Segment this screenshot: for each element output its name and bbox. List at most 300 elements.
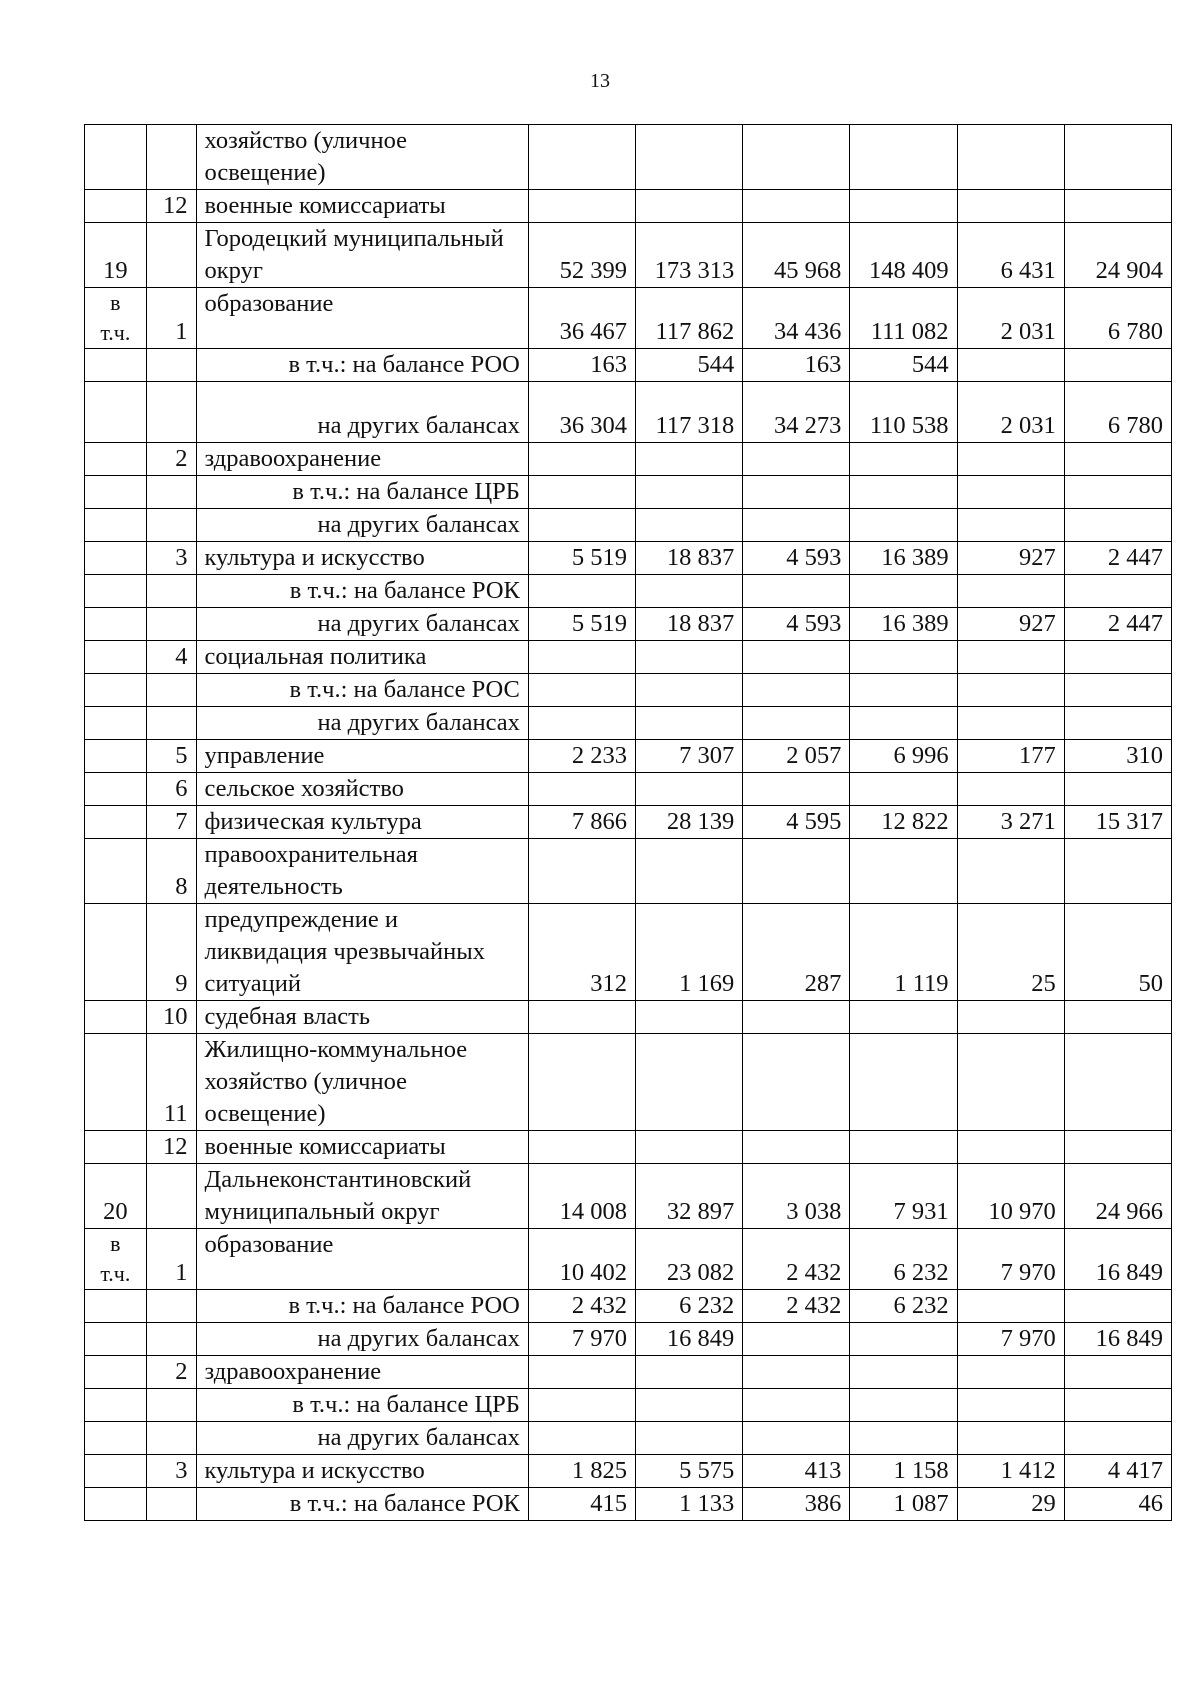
- value-cell: [743, 1131, 850, 1164]
- row-number-cell: [85, 509, 147, 542]
- value-cell: 10 402: [528, 1229, 635, 1290]
- page-number: 13: [590, 70, 610, 92]
- value-cell: [636, 1356, 743, 1389]
- value-cell: 117 318: [636, 382, 743, 443]
- value-cell: 32 897: [636, 1164, 743, 1229]
- value-cell: 25: [957, 904, 1064, 1001]
- table-row: [85, 1001, 1172, 1034]
- sub-number-cell: 1: [146, 1229, 196, 1290]
- table-row: [85, 190, 1172, 223]
- value-cell: [957, 1131, 1064, 1164]
- value-cell: [957, 1356, 1064, 1389]
- district-row: [85, 1164, 1172, 1229]
- value-cell: 2 432: [743, 1229, 850, 1290]
- value-cell: [1064, 509, 1171, 542]
- value-cell: [636, 773, 743, 806]
- value-cell: [850, 1034, 957, 1131]
- value-cell: 16 389: [850, 608, 957, 641]
- value-cell: [743, 443, 850, 476]
- value-cell: [957, 641, 1064, 674]
- value-cell: 110 538: [850, 382, 957, 443]
- value-cell: [636, 1034, 743, 1131]
- sub-number-cell: 2: [146, 1356, 196, 1389]
- value-cell: 52 399: [528, 223, 635, 288]
- value-cell: [1064, 707, 1171, 740]
- value-cell: [743, 641, 850, 674]
- balance-row: [85, 608, 1172, 641]
- row-number-cell: [85, 1001, 147, 1034]
- value-cell: 23 082: [636, 1229, 743, 1290]
- value-cell: [528, 443, 635, 476]
- balance-row: [85, 1422, 1172, 1455]
- value-cell: [850, 674, 957, 707]
- value-cell: 6 780: [1064, 288, 1171, 349]
- sub-number-cell: [146, 608, 196, 641]
- row-number-cell: [85, 349, 147, 382]
- balance-row: [85, 707, 1172, 740]
- value-cell: [528, 125, 635, 190]
- table-row: [85, 773, 1172, 806]
- value-cell: 6 232: [636, 1290, 743, 1323]
- row-number-cell: [85, 476, 147, 509]
- row-number-cell: [85, 904, 147, 1001]
- row-name-cell: Дальнеконстантиновский муниципальный округ: [196, 1164, 528, 1229]
- value-cell: [636, 443, 743, 476]
- row-name-cell: управление: [196, 740, 528, 773]
- balance-row: [85, 382, 1172, 443]
- value-cell: 312: [528, 904, 635, 1001]
- value-cell: [636, 1131, 743, 1164]
- value-cell: [636, 190, 743, 223]
- value-cell: [1064, 674, 1171, 707]
- value-cell: 1 412: [957, 1455, 1064, 1488]
- value-cell: [850, 773, 957, 806]
- value-cell: [957, 773, 1064, 806]
- value-cell: [636, 1422, 743, 1455]
- value-cell: [957, 509, 1064, 542]
- sub-number-cell: 9: [146, 904, 196, 1001]
- value-cell: [1064, 190, 1171, 223]
- value-cell: [1064, 839, 1171, 904]
- value-cell: [850, 1131, 957, 1164]
- sub-number-cell: [146, 674, 196, 707]
- value-cell: 1 158: [850, 1455, 957, 1488]
- row-name-cell: здравоохранение: [196, 1356, 528, 1389]
- value-cell: 46: [1064, 1488, 1171, 1521]
- row-number-cell: [85, 1455, 147, 1488]
- value-cell: [850, 641, 957, 674]
- sub-number-cell: 5: [146, 740, 196, 773]
- sub-number-cell: [146, 476, 196, 509]
- table-row: [85, 288, 1172, 349]
- balance-row: [85, 1290, 1172, 1323]
- row-name-cell: социальная политика: [196, 641, 528, 674]
- row-name-cell: на других балансах: [196, 1422, 528, 1455]
- value-cell: [1064, 773, 1171, 806]
- value-cell: [743, 125, 850, 190]
- sub-number-cell: [146, 223, 196, 288]
- value-cell: 6 232: [850, 1229, 957, 1290]
- value-cell: 10 970: [957, 1164, 1064, 1229]
- table-body: [85, 125, 1172, 1521]
- value-cell: [528, 190, 635, 223]
- row-name-cell: здравоохранение: [196, 443, 528, 476]
- row-number-cell: [85, 575, 147, 608]
- sub-number-cell: [146, 1323, 196, 1356]
- value-cell: 24 966: [1064, 1164, 1171, 1229]
- value-cell: [957, 1389, 1064, 1422]
- table-row: [85, 125, 1172, 190]
- row-number-cell: [85, 1488, 147, 1521]
- value-cell: 1 133: [636, 1488, 743, 1521]
- value-cell: [1064, 575, 1171, 608]
- value-cell: [743, 509, 850, 542]
- value-cell: [528, 575, 635, 608]
- value-cell: [850, 575, 957, 608]
- table-row: [85, 839, 1172, 904]
- value-cell: [957, 443, 1064, 476]
- value-cell: 163: [528, 349, 635, 382]
- value-cell: 415: [528, 1488, 635, 1521]
- row-name-cell: культура и искусство: [196, 1455, 528, 1488]
- value-cell: [957, 1290, 1064, 1323]
- row-name-cell: на других балансах: [196, 707, 528, 740]
- value-cell: [957, 575, 1064, 608]
- value-cell: [743, 1356, 850, 1389]
- sub-number-cell: 4: [146, 641, 196, 674]
- value-cell: 1 169: [636, 904, 743, 1001]
- value-cell: [1064, 349, 1171, 382]
- value-cell: 927: [957, 608, 1064, 641]
- row-name-cell: на других балансах: [196, 509, 528, 542]
- sub-number-cell: 12: [146, 190, 196, 223]
- value-cell: [1064, 1001, 1171, 1034]
- table-row: [85, 641, 1172, 674]
- value-cell: [850, 1389, 957, 1422]
- value-cell: [1064, 125, 1171, 190]
- value-cell: 386: [743, 1488, 850, 1521]
- row-name-cell: Жилищно-коммунальное хозяйство (уличное освещение): [196, 1034, 528, 1131]
- row-name-cell: в т.ч.: на балансе ЦРБ: [196, 476, 528, 509]
- value-cell: [1064, 1290, 1171, 1323]
- sub-number-cell: 6: [146, 773, 196, 806]
- value-cell: [528, 476, 635, 509]
- row-name-cell: в т.ч.: на балансе РОК: [196, 575, 528, 608]
- row-name-cell: образование: [196, 1229, 528, 1290]
- value-cell: [636, 707, 743, 740]
- row-number-cell: [85, 1356, 147, 1389]
- row-number-cell: [85, 1389, 147, 1422]
- value-cell: [1064, 1389, 1171, 1422]
- sub-number-cell: [146, 1164, 196, 1229]
- value-cell: 310: [1064, 740, 1171, 773]
- value-cell: [957, 839, 1064, 904]
- row-number-cell: [85, 641, 147, 674]
- sub-number-cell: 7: [146, 806, 196, 839]
- value-cell: 7 307: [636, 740, 743, 773]
- district-row: [85, 223, 1172, 288]
- row-name-cell: культура и искусство: [196, 542, 528, 575]
- value-cell: [1064, 1034, 1171, 1131]
- value-cell: [1064, 443, 1171, 476]
- value-cell: 5 575: [636, 1455, 743, 1488]
- value-cell: [528, 641, 635, 674]
- row-number-cell: [85, 443, 147, 476]
- value-cell: 6 780: [1064, 382, 1171, 443]
- table-row: [85, 443, 1172, 476]
- sub-number-cell: [146, 125, 196, 190]
- value-cell: 111 082: [850, 288, 957, 349]
- value-cell: 287: [743, 904, 850, 1001]
- value-cell: 544: [636, 349, 743, 382]
- balance-row: [85, 476, 1172, 509]
- balance-row: [85, 1488, 1172, 1521]
- sub-number-cell: [146, 1422, 196, 1455]
- value-cell: 2 031: [957, 288, 1064, 349]
- row-name-cell: в т.ч.: на балансе РОО: [196, 349, 528, 382]
- table-row: [85, 1356, 1172, 1389]
- row-name-cell: сельское хозяйство: [196, 773, 528, 806]
- value-cell: [850, 125, 957, 190]
- value-cell: [528, 1001, 635, 1034]
- value-cell: [636, 509, 743, 542]
- table-row: [85, 542, 1172, 575]
- row-number-cell: [85, 382, 147, 443]
- row-name-cell: хозяйство (уличное освещение): [196, 125, 528, 190]
- value-cell: [636, 125, 743, 190]
- row-number-cell: [85, 674, 147, 707]
- row-number-cell: [85, 839, 147, 904]
- sub-number-cell: 1: [146, 288, 196, 349]
- value-cell: 413: [743, 1455, 850, 1488]
- table-row: [85, 806, 1172, 839]
- sub-number-cell: [146, 509, 196, 542]
- row-name-cell: образование: [196, 288, 528, 349]
- value-cell: 50: [1064, 904, 1171, 1001]
- value-cell: [743, 1422, 850, 1455]
- value-cell: 7 970: [957, 1323, 1064, 1356]
- value-cell: 177: [957, 740, 1064, 773]
- value-cell: 927: [957, 542, 1064, 575]
- row-name-cell: военные комиссариаты: [196, 190, 528, 223]
- value-cell: [850, 839, 957, 904]
- row-number-cell: [85, 542, 147, 575]
- value-cell: [528, 773, 635, 806]
- value-cell: 18 837: [636, 542, 743, 575]
- row-name-cell: судебная власть: [196, 1001, 528, 1034]
- value-cell: 7 931: [850, 1164, 957, 1229]
- sub-number-cell: 12: [146, 1131, 196, 1164]
- row-number-cell: [85, 1290, 147, 1323]
- value-cell: [957, 349, 1064, 382]
- value-cell: [528, 1034, 635, 1131]
- value-cell: [743, 1034, 850, 1131]
- balance-row: [85, 509, 1172, 542]
- value-cell: [743, 190, 850, 223]
- sub-number-cell: 3: [146, 542, 196, 575]
- sub-number-cell: [146, 1488, 196, 1521]
- value-cell: [743, 707, 850, 740]
- value-cell: 28 139: [636, 806, 743, 839]
- row-number-cell: [85, 190, 147, 223]
- value-cell: 36 304: [528, 382, 635, 443]
- value-cell: [850, 1323, 957, 1356]
- value-cell: 173 313: [636, 223, 743, 288]
- value-cell: [743, 674, 850, 707]
- value-cell: [850, 190, 957, 223]
- sub-number-cell: [146, 1290, 196, 1323]
- sub-number-cell: 10: [146, 1001, 196, 1034]
- value-cell: [743, 1323, 850, 1356]
- sub-number-cell: 11: [146, 1034, 196, 1131]
- row-number-cell: [85, 1422, 147, 1455]
- value-cell: [528, 1389, 635, 1422]
- value-cell: [743, 476, 850, 509]
- row-name-cell: в т.ч.: на балансе ЦРБ: [196, 1389, 528, 1422]
- row-number-cell: [85, 1034, 147, 1131]
- value-cell: 34 436: [743, 288, 850, 349]
- value-cell: 16 849: [636, 1323, 743, 1356]
- value-cell: 29: [957, 1488, 1064, 1521]
- value-cell: 2 057: [743, 740, 850, 773]
- value-cell: [1064, 1356, 1171, 1389]
- value-cell: 163: [743, 349, 850, 382]
- value-cell: 3 271: [957, 806, 1064, 839]
- row-number-cell: [85, 125, 147, 190]
- sub-number-cell: [146, 575, 196, 608]
- sub-number-cell: 2: [146, 443, 196, 476]
- value-cell: 7 866: [528, 806, 635, 839]
- row-number-cell: [85, 806, 147, 839]
- sub-number-cell: 8: [146, 839, 196, 904]
- value-cell: 2 432: [528, 1290, 635, 1323]
- value-cell: [636, 1389, 743, 1422]
- value-cell: [957, 1034, 1064, 1131]
- value-cell: [743, 839, 850, 904]
- value-cell: [528, 509, 635, 542]
- row-name-cell: военные комиссариаты: [196, 1131, 528, 1164]
- value-cell: [957, 1422, 1064, 1455]
- table-row: [85, 1455, 1172, 1488]
- table-row: [85, 1131, 1172, 1164]
- value-cell: [528, 1131, 635, 1164]
- row-name-cell: на других балансах: [196, 382, 528, 443]
- table-row: [85, 904, 1172, 1001]
- value-cell: 7 970: [528, 1323, 635, 1356]
- row-number-cell: в т.ч.: [85, 1229, 147, 1290]
- value-cell: 2 031: [957, 382, 1064, 443]
- value-cell: 148 409: [850, 223, 957, 288]
- table-row: [85, 740, 1172, 773]
- value-cell: [528, 674, 635, 707]
- value-cell: [1064, 476, 1171, 509]
- value-cell: 15 317: [1064, 806, 1171, 839]
- value-cell: [528, 707, 635, 740]
- row-name-cell: в т.ч.: на балансе РОС: [196, 674, 528, 707]
- value-cell: 24 904: [1064, 223, 1171, 288]
- value-cell: 14 008: [528, 1164, 635, 1229]
- sub-number-cell: 3: [146, 1455, 196, 1488]
- value-cell: [1064, 1422, 1171, 1455]
- value-cell: [957, 1001, 1064, 1034]
- value-cell: 6 232: [850, 1290, 957, 1323]
- row-number-cell: 20: [85, 1164, 147, 1229]
- table-row: [85, 1034, 1172, 1131]
- value-cell: 2 447: [1064, 608, 1171, 641]
- value-cell: 4 593: [743, 542, 850, 575]
- value-cell: [743, 1389, 850, 1422]
- row-number-cell: [85, 1323, 147, 1356]
- value-cell: [850, 509, 957, 542]
- value-cell: [636, 1001, 743, 1034]
- value-cell: [528, 1422, 635, 1455]
- value-cell: [850, 1422, 957, 1455]
- row-number-cell: [85, 1131, 147, 1164]
- value-cell: 7 970: [957, 1229, 1064, 1290]
- value-cell: [636, 641, 743, 674]
- value-cell: [636, 575, 743, 608]
- value-cell: 1 119: [850, 904, 957, 1001]
- value-cell: [1064, 1131, 1171, 1164]
- value-cell: 117 862: [636, 288, 743, 349]
- value-cell: [636, 839, 743, 904]
- value-cell: [528, 1356, 635, 1389]
- table-row: [85, 1229, 1172, 1290]
- value-cell: 16 849: [1064, 1323, 1171, 1356]
- value-cell: 4 593: [743, 608, 850, 641]
- value-cell: [1064, 641, 1171, 674]
- value-cell: [850, 476, 957, 509]
- value-cell: [528, 839, 635, 904]
- value-cell: 2 432: [743, 1290, 850, 1323]
- row-name-cell: физическая культура: [196, 806, 528, 839]
- row-number-cell: [85, 608, 147, 641]
- balance-row: [85, 1389, 1172, 1422]
- value-cell: [636, 476, 743, 509]
- sub-number-cell: [146, 349, 196, 382]
- value-cell: 544: [850, 349, 957, 382]
- value-cell: [957, 125, 1064, 190]
- row-number-cell: [85, 740, 147, 773]
- row-name-cell: на других балансах: [196, 608, 528, 641]
- row-name-cell: в т.ч.: на балансе РОК: [196, 1488, 528, 1521]
- value-cell: [850, 1001, 957, 1034]
- row-number-cell: [85, 773, 147, 806]
- value-cell: 6 996: [850, 740, 957, 773]
- value-cell: [743, 575, 850, 608]
- row-number-cell: 19: [85, 223, 147, 288]
- value-cell: 2 233: [528, 740, 635, 773]
- value-cell: 45 968: [743, 223, 850, 288]
- value-cell: 6 431: [957, 223, 1064, 288]
- value-cell: 2 447: [1064, 542, 1171, 575]
- balance-row: [85, 1323, 1172, 1356]
- value-cell: 1 825: [528, 1455, 635, 1488]
- value-cell: 4 595: [743, 806, 850, 839]
- value-cell: 16 849: [1064, 1229, 1171, 1290]
- value-cell: [957, 674, 1064, 707]
- value-cell: 12 822: [850, 806, 957, 839]
- value-cell: [636, 674, 743, 707]
- value-cell: [850, 707, 957, 740]
- value-cell: 1 087: [850, 1488, 957, 1521]
- value-cell: [850, 443, 957, 476]
- row-name-cell: предупреждение и ликвидация чрезвычайных ситуаций: [196, 904, 528, 1001]
- value-cell: [743, 1001, 850, 1034]
- balance-row: [85, 674, 1172, 707]
- data-table: [84, 124, 1172, 1521]
- balance-row: [85, 349, 1172, 382]
